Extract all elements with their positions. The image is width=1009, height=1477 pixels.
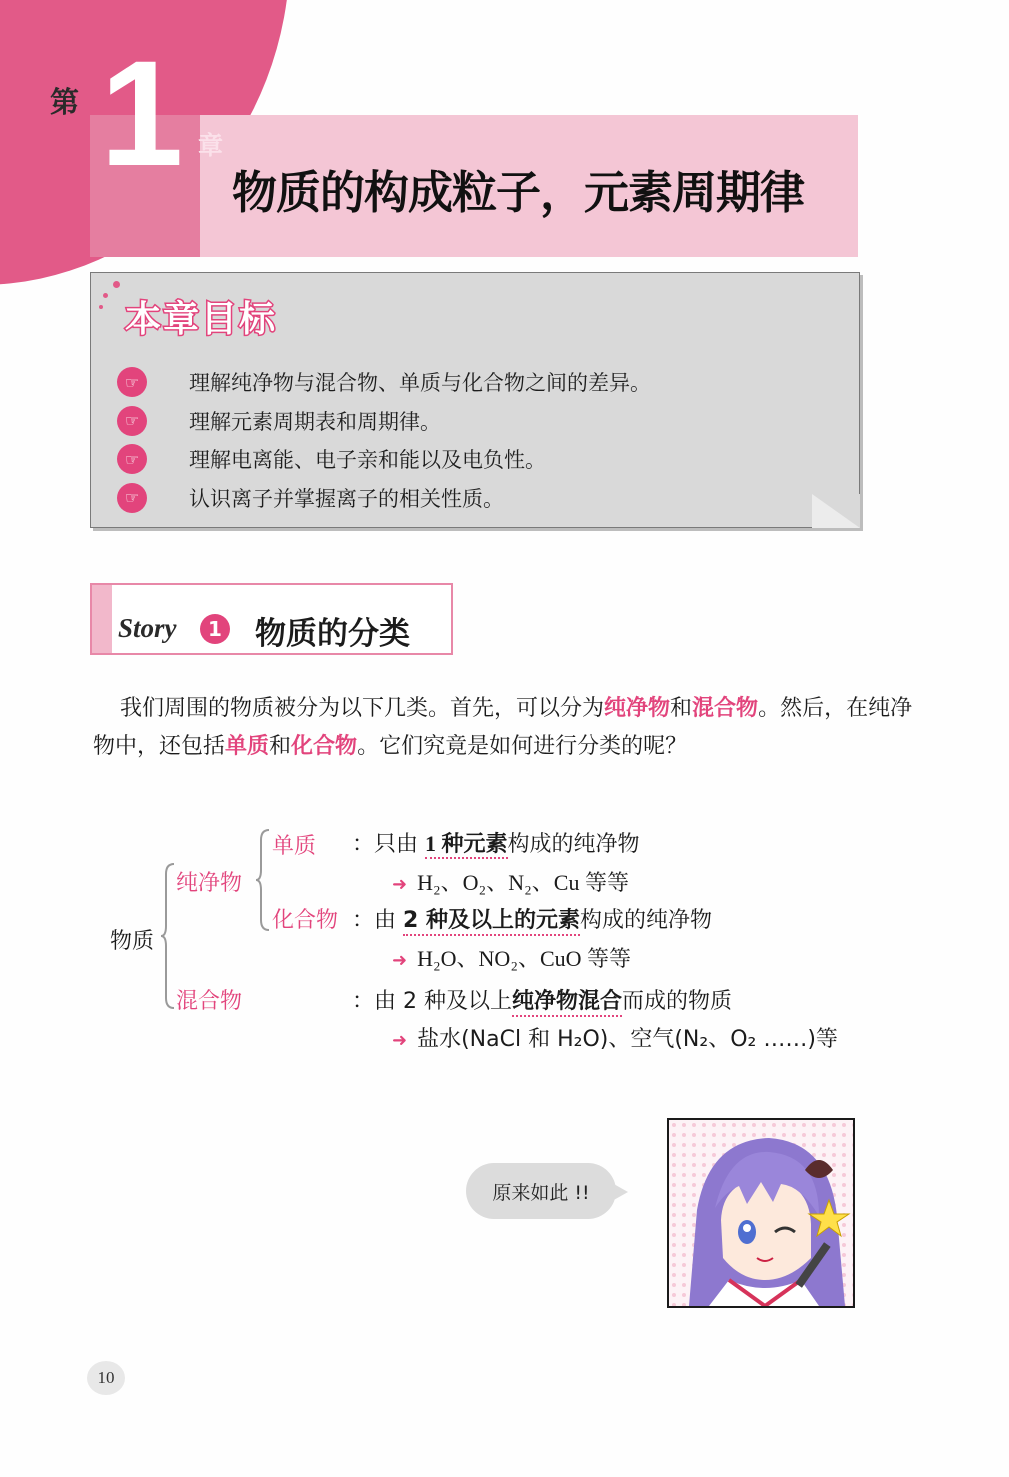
goal-text: 理解电离能、电子亲和能以及电负性。 [189, 448, 546, 473]
definition-text: 只由 [374, 832, 419, 857]
root-brace [160, 862, 176, 1010]
definition-text: 由 [374, 908, 397, 933]
decorative-dot [113, 281, 120, 288]
chapter-suffix: 章 [198, 131, 224, 160]
compound-examples [392, 942, 631, 973]
definition-text: 而成的物质 [622, 989, 733, 1014]
arrow-right-icon: ➜ [392, 1030, 408, 1051]
keyword-mixture: 混合物 [692, 696, 759, 721]
mixture-definition [352, 984, 732, 1015]
story-title: 物质的分类 [255, 616, 410, 652]
chapter-title: 物质的构成粒子，元素周期律 [232, 166, 805, 219]
colon: ： [352, 989, 375, 1014]
goals-heading: 本章目标 [125, 299, 278, 340]
compound-definition [352, 903, 712, 934]
intro-text: 我们周围的物质被分为以下几类。首先，可以分为 [120, 696, 605, 721]
example-text: 盐水(NaCl 和 H₂O)、空气(N₂、O₂ ……)等 [417, 1027, 838, 1052]
goal-item [117, 402, 651, 441]
keyword-element: 单质 [225, 734, 270, 759]
definition-key: 纯净物混合 [512, 989, 622, 1017]
arrow-right-icon: ➜ [392, 874, 408, 894]
intro-paragraph [93, 690, 913, 766]
definition-key: 1 种元素 [425, 831, 508, 859]
pointing-hand-icon: ☞ [117, 483, 147, 513]
intro-text: 和 [269, 734, 292, 759]
goal-text: 认识离子并掌握离子的相关性质。 [189, 486, 504, 511]
definition-key: 2 种及以上的元素 [403, 908, 580, 936]
chapter-number: 1 [100, 29, 184, 197]
tree-element-label: 单质 [272, 834, 317, 859]
example-text: H₂O、NO₂、CuO 等等 [417, 946, 632, 971]
pointing-hand-icon: ☞ [117, 444, 147, 474]
tree-compound-label: 化合物 [272, 908, 339, 933]
story-word: Story [118, 613, 177, 643]
element-definition [352, 827, 640, 858]
decorative-dot [103, 293, 108, 298]
element-examples [392, 866, 629, 897]
speech-bubble-tail [612, 1183, 628, 1201]
goal-item [117, 440, 651, 479]
definition-text: 构成的纯净物 [580, 908, 713, 933]
goal-item [117, 479, 651, 518]
chapter-goals-box [90, 272, 860, 528]
example-text: H₂、O₂、N₂、Cu 等等 [417, 870, 629, 895]
definition-text: 构成的纯净物 [507, 832, 640, 857]
tree-root-label: 物质 [110, 929, 155, 954]
intro-text: 和 [670, 696, 693, 721]
mixture-examples [392, 1022, 838, 1053]
pointing-hand-icon: ☞ [117, 367, 147, 397]
story-heading-strip [92, 585, 112, 653]
definition-text: 由 2 种及以上 [374, 989, 512, 1014]
speech-bubble-text: 原来如此 !! [492, 1181, 590, 1204]
decorative-dot [99, 305, 103, 309]
goal-text: 理解纯净物与混合物、单质与化合物之间的差异。 [189, 371, 651, 396]
page-number: 10 [87, 1361, 125, 1395]
intro-text: 。它们究竟是如何进行分类的呢？ [357, 734, 688, 759]
pointing-hand-icon: ☞ [117, 406, 147, 436]
keyword-compound: 化合物 [291, 734, 358, 759]
goals-list [117, 363, 651, 517]
pure-brace [255, 828, 271, 932]
intro-text: 。然后，在纯净物中，还包括 [93, 696, 913, 759]
goal-text: 理解元素周期表和周期律。 [189, 409, 441, 434]
tree-mixture-label: 混合物 [176, 989, 243, 1014]
goal-item [117, 363, 651, 402]
anime-girl-image [669, 1120, 853, 1306]
page-curl-corner [812, 494, 860, 528]
speech-bubble [466, 1163, 616, 1219]
colon: ： [352, 832, 375, 857]
keyword-pure-substance: 纯净物 [604, 696, 671, 721]
chapter-label: 第 [50, 85, 80, 119]
character-illustration [667, 1118, 855, 1308]
arrow-right-icon: ➜ [392, 950, 408, 970]
story-number-badge: 1 [200, 614, 230, 644]
story-heading [90, 583, 453, 655]
tree-pure-label: 纯净物 [176, 871, 243, 896]
colon: ： [352, 908, 375, 933]
